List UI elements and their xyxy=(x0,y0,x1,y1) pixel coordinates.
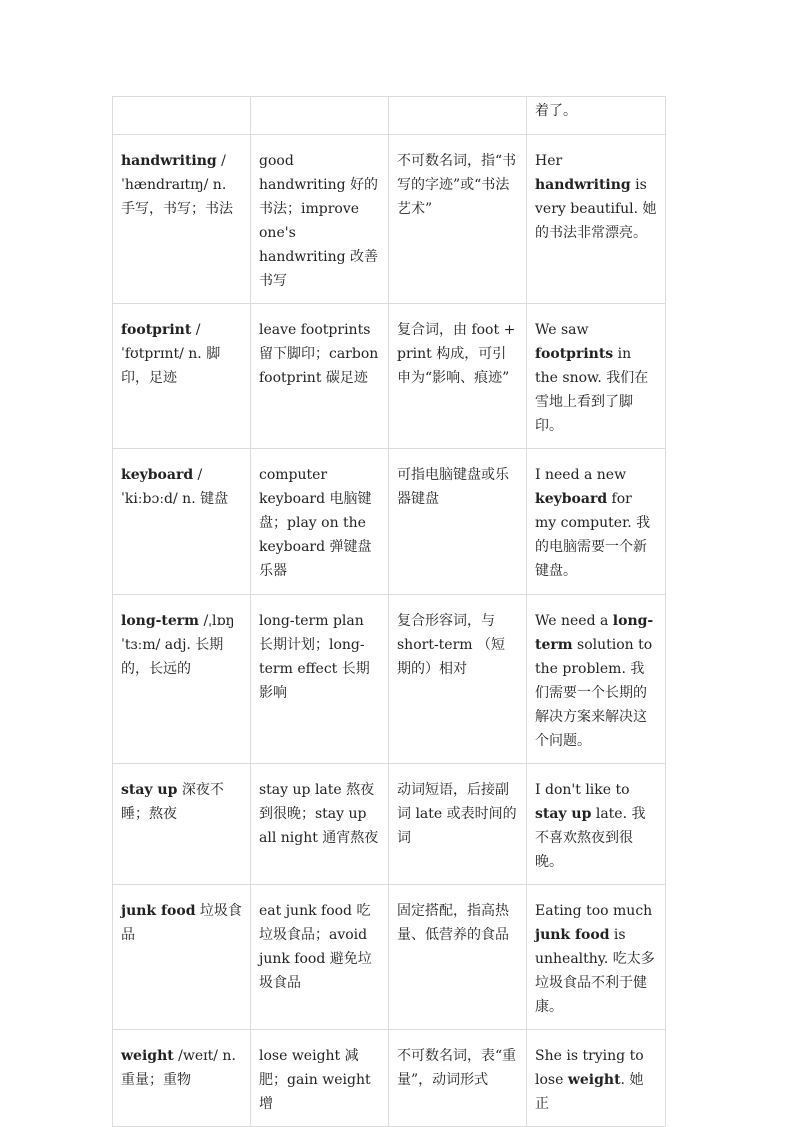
example-text: is very beautiful. 她的书法非常漂亮。 xyxy=(535,177,657,241)
note-cell: 复合形容词，与 short-term （短期的）相对 xyxy=(389,595,527,764)
example-text: in the snow. 我们在雪地上看到了脚印。 xyxy=(535,346,649,434)
pronunciation-meaning: 垃圾食品 xyxy=(121,903,242,943)
headword: weight xyxy=(121,1048,174,1064)
example-text: We saw xyxy=(535,322,589,338)
document-page xyxy=(112,96,665,1127)
example-text: 着了。 xyxy=(535,103,577,119)
word-cell xyxy=(113,1030,251,1127)
example-text: solution to the problem. 我们需要一个长期的解决方案来解决这个问题。 xyxy=(535,637,653,749)
note-cell xyxy=(389,97,527,135)
headword: keyboard xyxy=(121,467,194,483)
example-cell xyxy=(527,595,666,764)
headword: long-term xyxy=(121,613,199,629)
usage-cell: eat junk food 吃垃圾食品；avoid junk food 避免垃圾食品 xyxy=(251,885,389,1030)
note-cell: 动词短语，后接副词 late 或表时间的词 xyxy=(389,764,527,885)
headword: junk food xyxy=(121,903,196,919)
word-cell xyxy=(113,135,251,304)
example-keyword: stay up xyxy=(535,806,592,822)
vocabulary-table xyxy=(112,96,666,1127)
example-text: for my computer. 我的电脑需要一个新键盘。 xyxy=(535,491,651,579)
example-text: . 她正 xyxy=(535,1072,644,1112)
example-keyword: weight xyxy=(567,1072,621,1088)
example-keyword: handwriting xyxy=(535,177,631,193)
word-cell xyxy=(113,764,251,885)
pronunciation-meaning: /weɪt/ n. 重量；重物 xyxy=(121,1048,236,1088)
usage-cell: good handwriting 好的书法；improve one's handwriting 改善书写 xyxy=(251,135,389,304)
table-row xyxy=(113,449,666,595)
pronunciation-meaning: /ˈfʊtprɪnt/ n. 脚印，足迹 xyxy=(121,322,221,386)
example-cell xyxy=(527,97,666,135)
note-cell: 复合词，由 foot + print 构成，可引申为“影响、痕迹” xyxy=(389,304,527,449)
example-cell xyxy=(527,135,666,304)
usage-cell: leave footprints 留下脚印；carbon footprint 碳足迹 xyxy=(251,304,389,449)
example-cell xyxy=(527,764,666,885)
pronunciation-meaning: /ˈkiːbɔːd/ n. 键盘 xyxy=(121,467,229,507)
word-cell xyxy=(113,449,251,595)
usage-cell: lose weight 减肥；gain weight 增 xyxy=(251,1030,389,1127)
table-row xyxy=(113,1030,666,1127)
example-text: is unhealthy. 吃太多垃圾食品不利于健康。 xyxy=(535,927,655,1015)
pronunciation-meaning: /ˈhændraɪtɪŋ/ n. 手写，书写；书法 xyxy=(121,153,233,217)
example-keyword: junk food xyxy=(535,927,610,943)
table-row xyxy=(113,764,666,885)
example-keyword: footprints xyxy=(535,346,614,362)
table-row xyxy=(113,97,666,135)
example-cell xyxy=(527,885,666,1030)
example-text: I need a new xyxy=(535,467,627,483)
table-row xyxy=(113,595,666,764)
pronunciation-meaning: 深夜不睡；熬夜 xyxy=(121,782,224,822)
example-text: late. 我不喜欢熬夜到很晚。 xyxy=(535,806,646,870)
word-cell xyxy=(113,304,251,449)
pronunciation-meaning: /ˌlɒŋ ˈtɜːm/ adj. 长期的，长远的 xyxy=(121,613,235,677)
example-keyword: long-term xyxy=(535,613,654,653)
word-cell xyxy=(113,885,251,1030)
note-cell: 不可数名词，指“书写的字迹”或“书法艺术” xyxy=(389,135,527,304)
usage-cell: stay up late 熬夜到很晚；stay up all night 通宵熬夜 xyxy=(251,764,389,885)
example-text: She is trying to lose xyxy=(535,1048,644,1088)
table-row xyxy=(113,304,666,449)
table-row xyxy=(113,885,666,1030)
headword: handwriting xyxy=(121,153,217,169)
example-text: Her xyxy=(535,153,563,169)
example-cell xyxy=(527,304,666,449)
headword: stay up xyxy=(121,782,178,798)
example-text: I don't like to xyxy=(535,782,630,798)
usage-cell: computer keyboard 电脑键盘；play on the keyboard 弹键盘乐器 xyxy=(251,449,389,595)
usage-cell: long-term plan 长期计划；long-term effect 长期影响 xyxy=(251,595,389,764)
word-cell xyxy=(113,595,251,764)
note-cell: 可指电脑键盘或乐器键盘 xyxy=(389,449,527,595)
note-cell: 固定搭配，指高热量、低营养的食品 xyxy=(389,885,527,1030)
table-row xyxy=(113,135,666,304)
example-text: Eating too much xyxy=(535,903,653,919)
example-keyword: keyboard xyxy=(535,491,608,507)
usage-cell xyxy=(251,97,389,135)
example-cell xyxy=(527,1030,666,1127)
example-cell xyxy=(527,449,666,595)
example-text: We need a xyxy=(535,613,613,629)
note-cell: 不可数名词，表“重量”，动词形式 xyxy=(389,1030,527,1127)
headword: footprint xyxy=(121,322,192,338)
word-cell xyxy=(113,97,251,135)
